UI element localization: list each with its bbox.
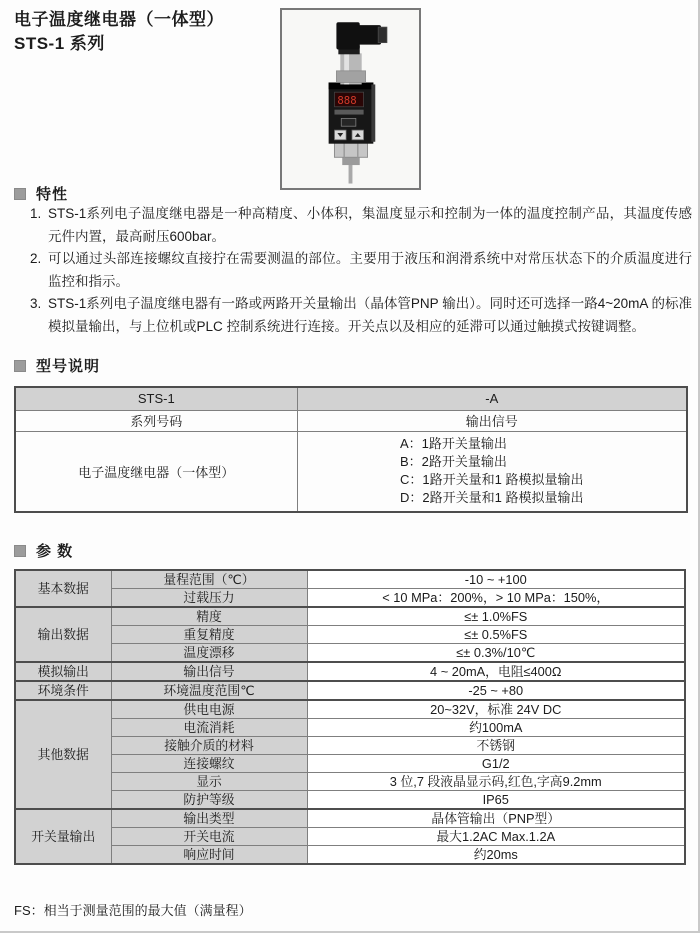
model-option: D：2路开关量和1 路模拟量输出: [400, 490, 584, 506]
param-name-cell: 接触介质的材料: [111, 737, 307, 755]
model-option: B：2路开关量输出: [400, 454, 507, 470]
table-row: [15, 681, 685, 700]
param-value-cell: -10 ~ +100: [307, 570, 685, 589]
table-row: [15, 700, 685, 719]
table-row: [15, 773, 685, 791]
param-name-cell: 连接螺纹: [111, 755, 307, 773]
param-name-cell: 开关电流: [111, 828, 307, 846]
table-row: [15, 719, 685, 737]
table-row: [15, 607, 685, 626]
model-suffix-code: -A: [297, 387, 687, 410]
param-group-label: 其他数据: [15, 700, 111, 809]
list-item: [30, 248, 692, 293]
param-value-cell: 最大1.2AC Max.1.2A: [307, 828, 685, 846]
section-marker-icon: [14, 188, 26, 200]
page-title-line1: 电子温度继电器（一体型）: [14, 10, 224, 29]
model-section-heading: [14, 355, 100, 376]
list-item: [30, 293, 692, 338]
fs-footnote: FS：相当于测量范围的最大值（满量程）: [14, 903, 252, 918]
table-row: [15, 626, 685, 644]
connector-arm-shape: [354, 25, 381, 44]
param-name-cell: 量程范围（℃）: [111, 570, 307, 589]
table-row: [15, 589, 685, 608]
param-name-cell: 温度漂移: [111, 644, 307, 663]
param-value-cell: IP65: [307, 791, 685, 810]
table-row: [15, 387, 687, 410]
param-value-cell: 晶体管输出（PNP型）: [307, 809, 685, 828]
table-row: [15, 828, 685, 846]
connector-cap-shape: [378, 27, 387, 43]
param-name-cell: 电流消耗: [111, 719, 307, 737]
param-name-cell: 供电电源: [111, 700, 307, 719]
param-name-cell: 显示: [111, 773, 307, 791]
model-table: [14, 386, 688, 513]
param-value-cell: < 10 MPa：200%，> 10 MPa：150%，: [307, 589, 685, 608]
param-name-cell: 输出类型: [111, 809, 307, 828]
param-group-label: 环境条件: [15, 681, 111, 700]
model-heading-text: 型号说明: [36, 358, 101, 375]
table-row: [15, 570, 685, 589]
param-name-cell: 重复精度: [111, 626, 307, 644]
params-section-heading: [14, 540, 73, 561]
param-value-cell: G1/2: [307, 755, 685, 773]
model-options-list: [400, 435, 583, 507]
list-item-text: STS-1系列电子温度继电器是一种高精度、小体积，集温度显示和控制为一体的温度控制产品，其温度传感元件内置，最高耐压600bar。: [48, 206, 692, 244]
param-value-cell: 3 位,7 段液晶显示码,红色,字高9.2mm: [307, 773, 685, 791]
param-value-cell: ≤± 0.5%FS: [307, 626, 685, 644]
table-row: [15, 809, 685, 828]
table-row: [15, 410, 687, 431]
table-row: [15, 737, 685, 755]
model-series-label: 系列号码: [15, 410, 297, 431]
model-output-label: 输出信号: [297, 410, 687, 431]
param-name-cell: 过载压力: [111, 589, 307, 608]
list-item-text: 可以通过头部连接螺纹直接拧在需要测温的部位。主要用于液压和润滑系统中对常压状态下的介质温度进行监控和指示。: [48, 251, 692, 289]
features-heading-text: 特性: [36, 186, 69, 203]
table-row: [15, 846, 685, 865]
model-options-cell: [297, 431, 687, 512]
params-table: [14, 569, 686, 865]
table-row: [15, 644, 685, 663]
label-strip-shape: [334, 110, 363, 115]
features-list: [30, 203, 692, 339]
param-name-cell: 输出信号: [111, 662, 307, 681]
param-value-cell: 不锈钢: [307, 737, 685, 755]
page-title: [14, 8, 224, 56]
param-value-cell: 4 ~ 20mA，电阻≤400Ω: [307, 662, 685, 681]
param-group-label: 模拟输出: [15, 662, 111, 681]
param-value-cell: ≤± 0.3%/10℃: [307, 644, 685, 663]
table-row: [15, 431, 687, 512]
section-marker-icon: [14, 545, 26, 557]
hex-nut-shape: [334, 143, 367, 158]
features-section-heading: [14, 183, 68, 204]
param-value-cell: 约100mA: [307, 719, 685, 737]
table-row: [15, 662, 685, 681]
lcd-digits: 888: [337, 93, 357, 107]
list-item-number: 1.: [30, 206, 42, 221]
product-photo-frame: [280, 8, 421, 190]
param-group-label: 基本数据: [15, 570, 111, 607]
param-name-cell: 精度: [111, 607, 307, 626]
param-group-label: 输出数据: [15, 607, 111, 662]
page-title-line2: STS-1 系列: [14, 34, 105, 53]
model-option: C：1路开关量和1 路模拟量输出: [400, 472, 584, 488]
param-value-cell: 20~32V，标准 24V DC: [307, 700, 685, 719]
param-value-cell: ≤± 1.0%FS: [307, 607, 685, 626]
list-item: [30, 203, 692, 248]
list-item-number: 3.: [30, 296, 42, 312]
param-name-cell: 响应时间: [111, 846, 307, 865]
params-heading-text: 参 数: [36, 543, 74, 560]
model-option: A：1路开关量输出: [400, 436, 507, 452]
param-name-cell: 环境温度范围℃: [111, 681, 307, 700]
probe-shape: [349, 164, 353, 183]
param-name-cell: 防护等级: [111, 791, 307, 810]
table-row: [15, 755, 685, 773]
section-marker-icon: [14, 360, 26, 372]
model-product-label: 电子温度继电器（一体型）: [15, 431, 297, 512]
param-value-cell: -25 ~ +80: [307, 681, 685, 700]
list-item-text: STS-1系列电子温度继电器有一路或两路开关量输出（晶体管PNP 输出）。同时还可选择一路4~20mA 的标准模拟量输出，与上位机或PLC 控制系统进行连接。开关点以及相应的延滞可以通过触摸式按键调整。: [48, 296, 692, 334]
param-value-cell: 约20ms: [307, 846, 685, 865]
product-photo: [282, 10, 419, 188]
param-group-label: 开关量输出: [15, 809, 111, 864]
set-button-shape: [341, 118, 356, 126]
model-series-code: STS-1: [15, 387, 297, 410]
list-item-number: 2.: [30, 251, 42, 267]
table-row: [15, 791, 685, 810]
